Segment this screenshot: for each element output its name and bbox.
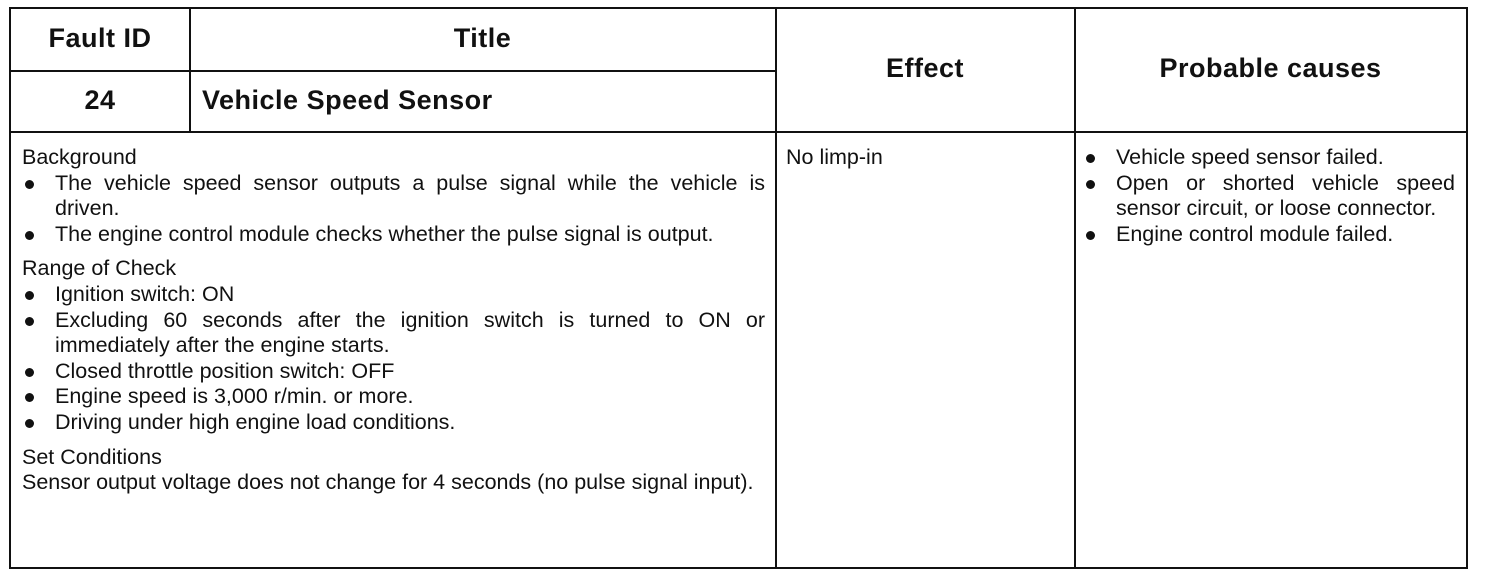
list-item: Vehicle speed sensor failed. <box>1083 145 1455 171</box>
list-item: Ignition switch: ON <box>22 282 765 308</box>
effect-cell: No limp-in <box>786 145 883 169</box>
divider-header-bottom <box>11 131 1466 133</box>
probable-causes-cell <box>1083 145 1455 247</box>
fault-table <box>9 7 1468 569</box>
set-conditions-heading: Set Conditions <box>22 444 162 469</box>
background-heading: Background <box>22 145 137 169</box>
list-item: Engine control module failed. <box>1083 222 1455 248</box>
list-item: Engine speed is 3,000 r/min. or more. <box>22 384 765 410</box>
list-item: Excluding 60 seconds after the ignition switch is turned to ON or immediately after the engine starts. <box>22 308 765 359</box>
list-item: Closed throttle position switch: OFF <box>22 359 765 385</box>
divider-header-mid <box>11 70 775 72</box>
description-cell <box>22 145 765 496</box>
list-item: Driving under high engine load conditions. <box>22 410 765 436</box>
title-value: Vehicle Speed Sensor <box>202 85 493 115</box>
list-item: The vehicle speed sensor outputs a pulse signal while the vehicle is driven. <box>22 171 765 222</box>
list-item: Open or shorted vehicle speed sensor circuit, or loose connector. <box>1083 171 1455 222</box>
range-of-check-list <box>22 282 765 436</box>
set-conditions-text: Sensor output voltage does not change for 4 seconds (no pulse signal input). <box>22 470 754 495</box>
list-item: The engine control module checks whether the pulse signal is output. <box>22 222 765 248</box>
probable-causes-list <box>1083 145 1455 247</box>
divider-effect-causes <box>1074 9 1076 567</box>
fault-id-header: Fault ID <box>48 23 152 53</box>
fault-id-value: 24 <box>84 85 116 115</box>
probable-causes-header: Probable causes <box>1159 53 1382 83</box>
range-of-check-heading: Range of Check <box>22 256 177 281</box>
background-list <box>22 171 765 248</box>
divider-title-effect <box>775 9 777 567</box>
effect-header: Effect <box>885 53 964 83</box>
title-header: Title <box>453 23 512 53</box>
